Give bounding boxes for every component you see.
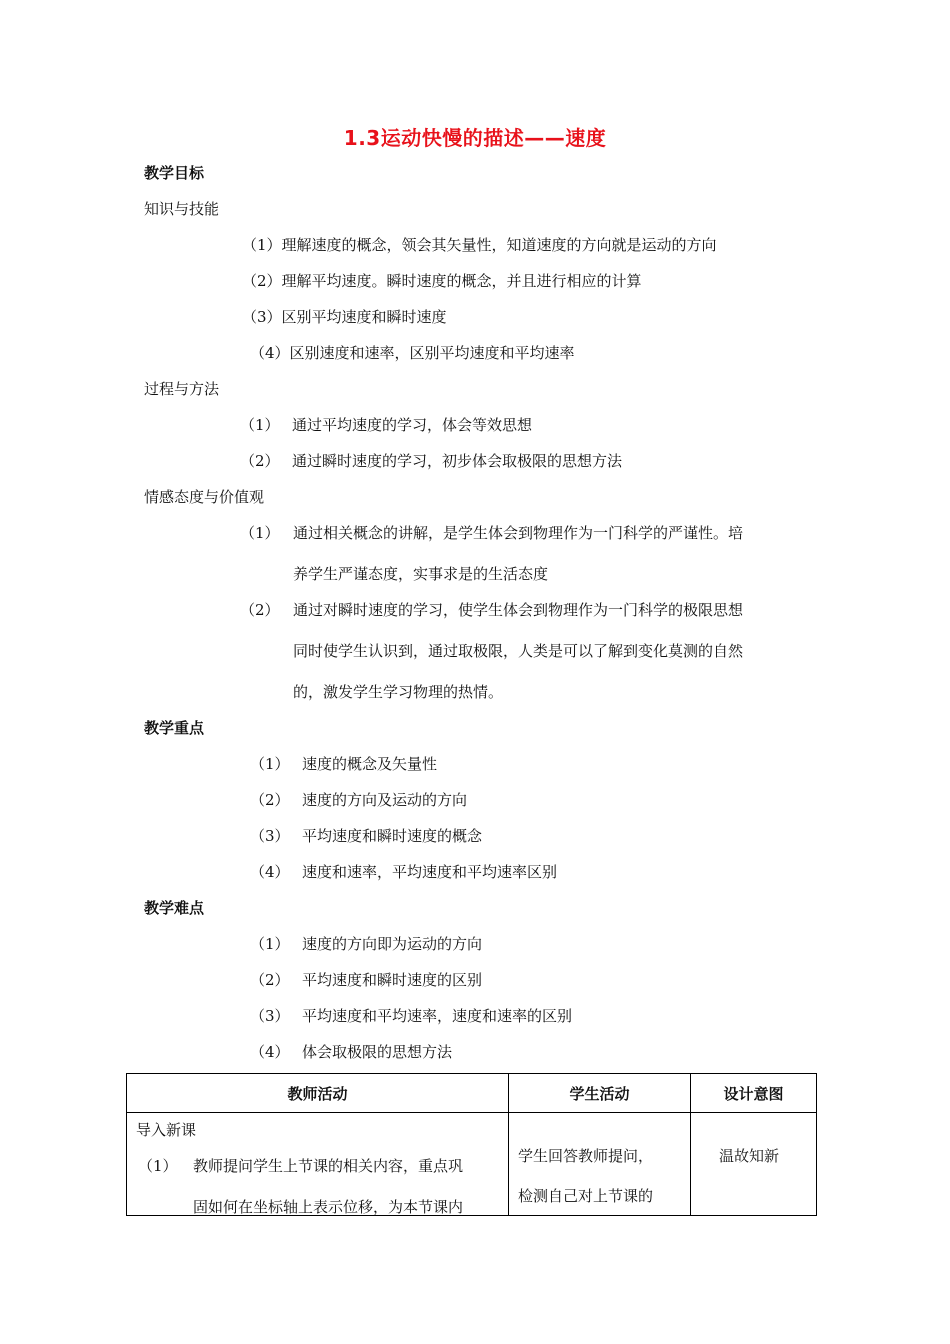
- difficult-points-heading: 教学难点: [144, 899, 205, 917]
- process-item-text: 通过瞬时速度的学习，初步体会取极限的思想方法: [292, 452, 623, 470]
- key-point-number: （1）: [250, 755, 290, 773]
- difficult-point-number: （1）: [250, 935, 290, 953]
- table-row: [127, 1113, 817, 1216]
- process-item-number: （1）: [240, 416, 280, 434]
- key-points-heading: 教学重点: [144, 719, 205, 737]
- difficult-point-text: 体会取极限的思想方法: [302, 1043, 453, 1061]
- emotion-item-text: 同时使学生认识到，通过取极限，人类是可以了解到变化莫测的自然: [293, 642, 744, 660]
- difficult-point-number: （4）: [250, 1043, 290, 1061]
- table-header-row: [127, 1074, 817, 1113]
- knowledge-item: （2）理解平均速度。瞬时速度的概念，并且进行相应的计算: [242, 272, 642, 290]
- process-item-number: （2）: [240, 452, 280, 470]
- teacher-item-text: 固如何在坐标轴上表示位移，为本节课内: [193, 1198, 464, 1216]
- key-point-number: （3）: [250, 827, 290, 845]
- key-point-text: 速度的概念及矢量性: [302, 755, 438, 773]
- design-intent-text: 温故知新: [719, 1147, 780, 1165]
- student-activity-text: 学生回答教师提问，: [518, 1147, 654, 1165]
- teacher-item-text: 教师提问学生上节课的相关内容，重点巩: [193, 1157, 464, 1175]
- difficult-point-number: （2）: [250, 971, 290, 989]
- objectives-heading: 教学目标: [144, 164, 205, 182]
- header-student-activity: 学生活动: [509, 1074, 691, 1113]
- emotion-item-text: 通过相关概念的讲解，是学生体会到物理作为一门科学的严谨性。培: [293, 524, 744, 542]
- difficult-point-text: 平均速度和平均速率，速度和速率的区别: [302, 1007, 573, 1025]
- key-point-number: （4）: [250, 863, 290, 881]
- header-design-intent: 设计意图: [691, 1074, 817, 1113]
- emotion-heading: 情感态度与价值观: [144, 488, 265, 506]
- knowledge-item: （1）理解速度的概念，领会其矢量性，知道速度的方向就是运动的方向: [242, 236, 717, 254]
- process-heading: 过程与方法: [144, 380, 220, 398]
- emotion-item-text: 的，激发学生学习物理的热情。: [293, 683, 504, 701]
- emotion-item-number: （1）: [240, 524, 280, 542]
- knowledge-item: （4）区别速度和速率，区别平均速度和平均速率: [250, 344, 575, 362]
- key-point-text: 速度和速率，平均速度和平均速率区别: [302, 863, 558, 881]
- header-teacher-activity: 教师活动: [127, 1074, 509, 1113]
- key-point-text: 速度的方向及运动的方向: [302, 791, 468, 809]
- emotion-item-text: 养学生严谨态度，实事求是的生活态度: [293, 565, 549, 583]
- teacher-section-title: 导入新课: [136, 1121, 197, 1139]
- teacher-activity-cell: [127, 1113, 509, 1216]
- difficult-point-number: （3）: [250, 1007, 290, 1025]
- difficult-point-text: 速度的方向即为运动的方向: [302, 935, 483, 953]
- key-point-number: （2）: [250, 791, 290, 809]
- student-activity-cell: [509, 1113, 691, 1216]
- student-activity-text: 检测自己对上节课的: [518, 1187, 654, 1205]
- design-intent-cell: [691, 1113, 817, 1216]
- emotion-item-number: （2）: [240, 601, 280, 619]
- teacher-item-number: （1）: [138, 1157, 178, 1175]
- process-item-text: 通过平均速度的学习，体会等效思想: [292, 416, 533, 434]
- knowledge-heading: 知识与技能: [144, 200, 220, 218]
- difficult-point-text: 平均速度和瞬时速度的区别: [302, 971, 483, 989]
- page-title: 1.3运动快慢的描述——速度: [343, 126, 607, 150]
- knowledge-item: （3）区别平均速度和瞬时速度: [242, 308, 447, 326]
- lesson-plan-table: [126, 1073, 817, 1216]
- key-point-text: 平均速度和瞬时速度的概念: [302, 827, 483, 845]
- emotion-item-text: 通过对瞬时速度的学习，使学生体会到物理作为一门科学的极限思想: [293, 601, 744, 619]
